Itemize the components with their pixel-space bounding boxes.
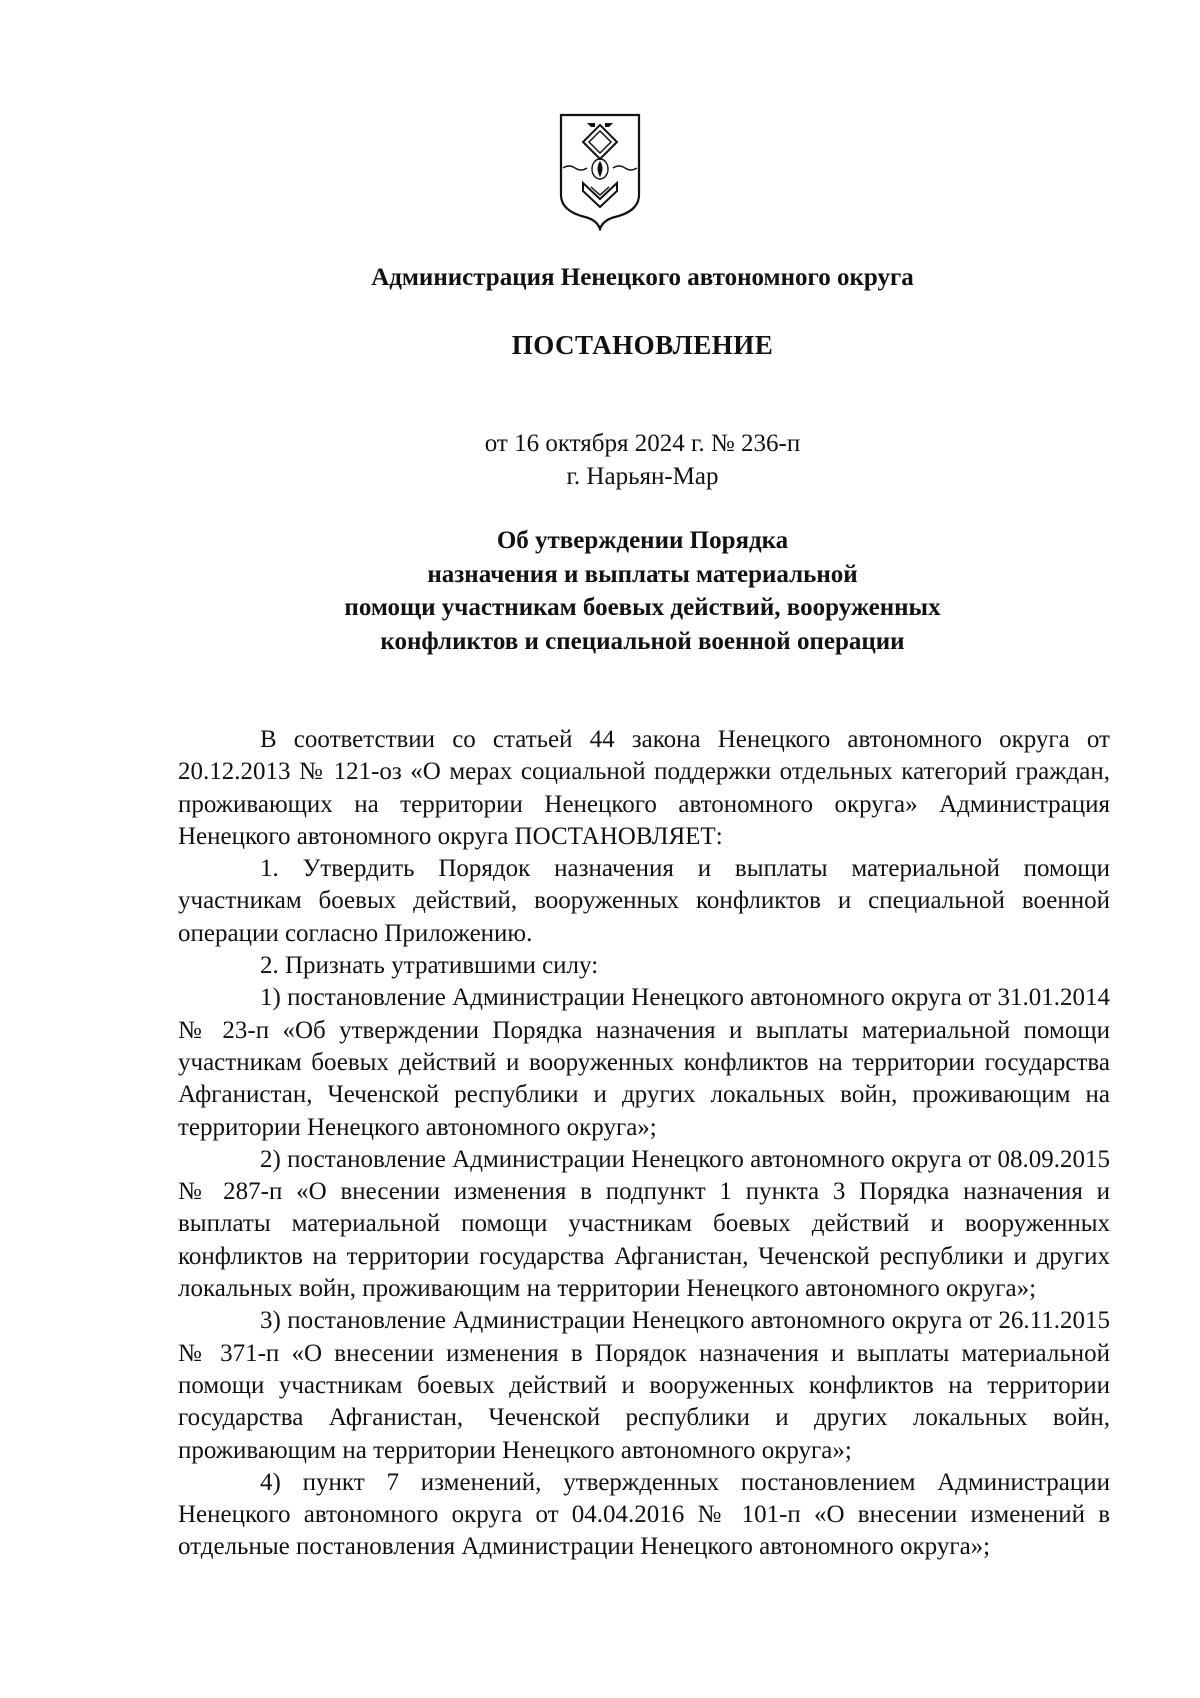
- clause-1-paragraph: 1. Утвердить Порядок назначения и выплаты материальной помощи участникам боевых действий, вооруженных конфликтов и специальной военной операции согласно Приложению.: [178, 855, 1110, 947]
- document-city: г. Нарьян-Мар: [566, 463, 719, 490]
- document-title: [0, 524, 1200, 658]
- subclause-paragraph: 2) постановление Администрации Ненецкого автономного округа от 08.09.2015 № 287-п «О внесении изменения в подпункт 1 пункта 3 Порядка назначения и выплаты материальной помощи участникам боевых действий и вооруженных конфликтов на территории государства Афганистан, Чеченской республики и других локальных войн, проживающим на территории Ненецкого автономного округа»;: [178, 1145, 1110, 1303]
- coat-of-arms-icon: [557, 111, 643, 231]
- title-line: помощи участникам боевых действий, вооруженных: [344, 594, 941, 621]
- title-line: конфликтов и специальной военной операции: [380, 627, 905, 655]
- title-line: Об утверждении Порядка: [496, 527, 789, 554]
- document-date-number: от 16 октября 2024 г. № 236-п: [484, 430, 801, 457]
- agency-name: Администрация Ненецкого автономного округа: [371, 264, 914, 291]
- subclause-paragraph: 1) постановление Администрации Ненецкого автономного округа от 31.01.2014 № 23-п «Об утверждении Порядка назначения и выплаты материальной помощи участникам боевых действий и вооруженных конфликтов на территории государства Афганистан, Чеченской республики и других локальных войн, проживающим на территории Ненецкого автономного округа»;: [178, 984, 1110, 1141]
- title-line: назначения и выплаты материальной: [427, 560, 858, 588]
- subclause-paragraph: 3) постановление Администрации Ненецкого автономного округа от 26.11.2015 № 371-п «О внесении изменения в Порядок назначения и выплаты материальной помощи участникам боевых действий и вооруженных конфликтов на территории государства Афганистан, Чеченской республики и других локальных войн, проживающим на территории Ненецкого автономного округа»;: [178, 1307, 1110, 1464]
- clause-2-paragraph: 2. Признать утратившими силу:: [260, 952, 599, 980]
- preamble-paragraph: В соответствии со статьей 44 закона Ненецкого автономного округа от 20.12.2013 № 121-оз «О мерах социальной поддержки отдельных категорий граждан, проживающих на территории Ненецкого автономного округа» Администрация Ненецкого автономного округа ПОСТАНОВЛЯЕТ:: [178, 726, 1110, 850]
- subclause-paragraph: 4) пункт 7 изменений, утвержденных постановлением Администрации Ненецкого автономного округа от 04.04.2016 № 101-п «О внесении изменений в отдельные постановления Администрации Ненецкого автономного округа»;: [178, 1468, 1110, 1561]
- document-body: [178, 724, 1110, 1564]
- document-type: ПОСТАНОВЛЕНИЕ: [511, 330, 774, 360]
